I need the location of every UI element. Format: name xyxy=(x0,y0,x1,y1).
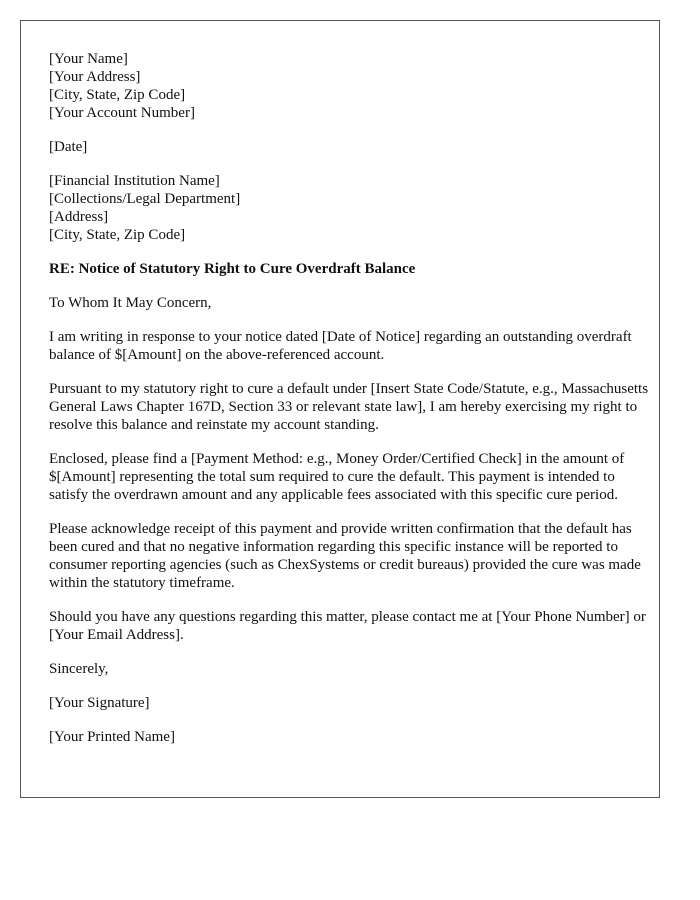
paragraph-enclosed-payment: Enclosed, please find a [Payment Method: e.g., Money Order/Certified Check] in the amount of $[Amount] representing the total sum required to cure the default. This payment is intended to satisfy the overdrawn amount and any applicable fees associated with this specific cure period. xyxy=(49,451,625,503)
recipient-department: [Collections/Legal Department] xyxy=(49,191,241,207)
sender-city-state-zip: [City, State, Zip Code] xyxy=(49,87,186,103)
salutation: To Whom It May Concern, xyxy=(49,295,212,311)
letter-page xyxy=(20,20,660,798)
sender-address: [Your Address] xyxy=(49,69,141,85)
recipient-address: [Address] xyxy=(49,209,109,225)
paragraph-statutory-right: Pursuant to my statutory right to cure a default under [Insert State Code/Statute, e.g., Massachusetts General Laws Chapter 167D, Section 33 or relevant state law], I am hereby exercising my right to resolve this balance and reinstate my account standing. xyxy=(49,381,649,433)
letter-date: [Date] xyxy=(49,139,88,155)
sender-account-number: [Your Account Number] xyxy=(49,105,195,121)
closing: Sincerely, xyxy=(49,661,109,677)
subject-line: RE: Notice of Statutory Right to Cure Overdraft Balance xyxy=(49,261,416,277)
date-block xyxy=(49,138,649,156)
signature-placeholder: [Your Signature] xyxy=(49,695,150,711)
recipient-institution: [Financial Institution Name] xyxy=(49,173,220,189)
paragraph-contact: Should you have any questions regarding this matter, please contact me at [Your Phone Number] or [Your Email Address]. xyxy=(49,609,646,643)
recipient-block xyxy=(49,172,649,244)
paragraph-response: I am writing in response to your notice dated [Date of Notice] regarding an outstanding overdraft balance of $[Amount] on the above-referenced account. xyxy=(49,329,632,363)
letter-content xyxy=(49,50,649,762)
paragraph-acknowledge: Please acknowledge receipt of this payment and provide written confirmation that the default has been cured and that no negative information regarding this specific instance will be reported to consumer reporting agencies (such as ChexSystems or credit bureaus) provided the cure was made within the statutory timeframe. xyxy=(49,521,641,591)
sender-name: [Your Name] xyxy=(49,51,128,67)
sender-block xyxy=(49,50,649,122)
recipient-city-state-zip: [City, State, Zip Code] xyxy=(49,227,186,243)
printed-name: [Your Printed Name] xyxy=(49,729,175,745)
